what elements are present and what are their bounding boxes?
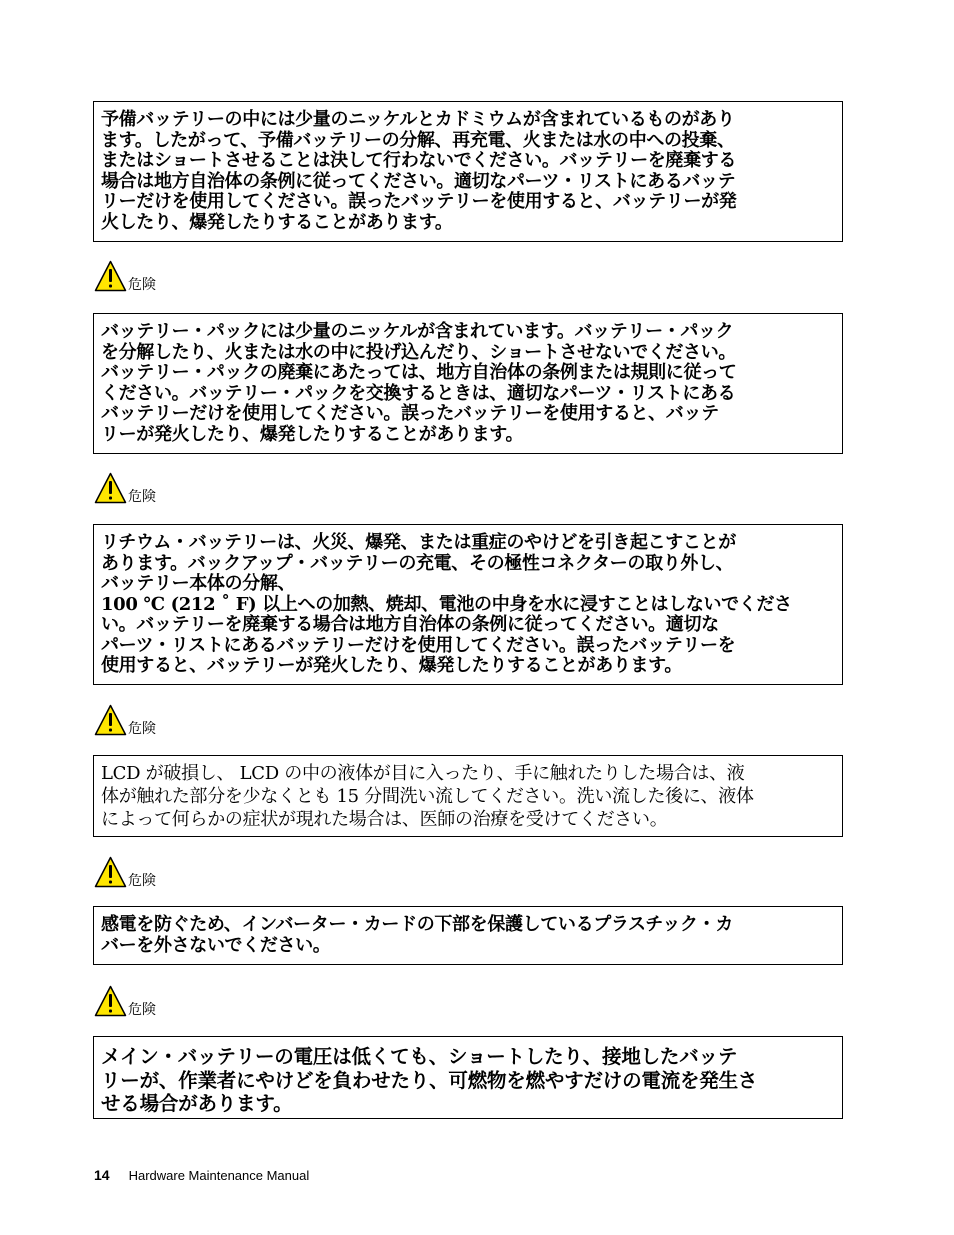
warning-triangle-icon bbox=[94, 985, 127, 1017]
warning-triangle-icon bbox=[94, 856, 127, 888]
notice-text: LCD が破損し、 LCD の中の液体が目に入ったり、手に触れたりした場合は、液 体が触れた部分を少なくとも 15 分間洗い流してください。洗い流した後に、液体 によって何らかの症状が現れた場合は、医師の治療を受けてください。 bbox=[101, 763, 754, 830]
warning-triangle-icon bbox=[94, 260, 127, 292]
page-footer bbox=[94, 1167, 309, 1183]
notice-text: 感電を防ぐため、インバーター・カードの下部を保護しているプラスチック・カ バーを外さないでください。 bbox=[101, 914, 733, 956]
notice-text: リチウム・バッテリーは、火災、爆発、または重症のやけどを引き起こすことが あります。バックアップ・バッテリーの充電、その極性コネクターの取り外し、 バッテリー本体の分解、 100 ℃ (212 ˚ F) 以上への加熱、焼却、電池の中身を水に浸すことはしないでくださ い。バッテリーを廃棄する場合は地方自治体の条例に従ってください。適切な パーツ・リストにあるバッテリーだけを使用してください。誤ったバッテリーを 使用すると、バッテリーが発火したり、爆発したりすることがあります。 bbox=[101, 532, 792, 676]
danger-label: 危険 bbox=[128, 873, 156, 889]
danger-heading bbox=[94, 854, 156, 888]
manual-title: Hardware Maintenance Manual bbox=[128, 1168, 310, 1183]
danger-label: 危険 bbox=[128, 721, 156, 737]
warning-triangle-icon bbox=[94, 704, 127, 736]
warning-triangle-icon bbox=[94, 472, 127, 504]
danger-label: 危険 bbox=[128, 277, 156, 293]
danger-label: 危険 bbox=[128, 489, 156, 505]
notice-box bbox=[93, 524, 843, 685]
notice-text: 予備バッテリーの中には少量のニッケルとカドミウムが含まれているものがあり ます。したがって、予備バッテリーの分解、再充電、火または水の中への投棄、 またはショートさせることは決して行わないでください。バッテリーを廃棄する 場合は地方自治体の条例に従ってください。適切なパーツ・リストにあるバッテ リーだけを使用してください。誤ったバッテリーを使用すると、バッテリーが発 火したり、爆発したりすることがあります。 bbox=[101, 109, 737, 233]
notice-box bbox=[93, 101, 843, 242]
danger-heading bbox=[94, 258, 156, 292]
danger-heading bbox=[94, 983, 156, 1017]
notice-text: バッテリー・パックには少量のニッケルが含まれています。バッテリー・パック を分解したり、火または水の中に投げ込んだり、ショートさせないでください。 バッテリー・パックの廃棄にあたっては、地方自治体の条例または規則に従って ください。バッテリー・パックを交換するときは、適切なパーツ・リストにある バッテリーだけを使用してください。誤ったバッテリーを使用すると、バッテ リーが発火したり、爆発したりすることがあります。 bbox=[101, 321, 737, 445]
danger-label: 危険 bbox=[128, 1002, 156, 1018]
danger-heading bbox=[94, 470, 156, 504]
notice-box bbox=[93, 313, 843, 454]
notice-box bbox=[93, 755, 843, 837]
notice-box bbox=[93, 906, 843, 965]
danger-heading bbox=[94, 702, 156, 736]
notice-text: メイン・バッテリーの電圧は低くても、ショートしたり、接地したバッテ リーが、作業者にやけどを負わせたり、可燃物を燃やすだけの電流を発生さ せる場合があります。 bbox=[101, 1045, 758, 1115]
page-number: 14 bbox=[94, 1167, 110, 1183]
notice-box bbox=[93, 1036, 843, 1119]
